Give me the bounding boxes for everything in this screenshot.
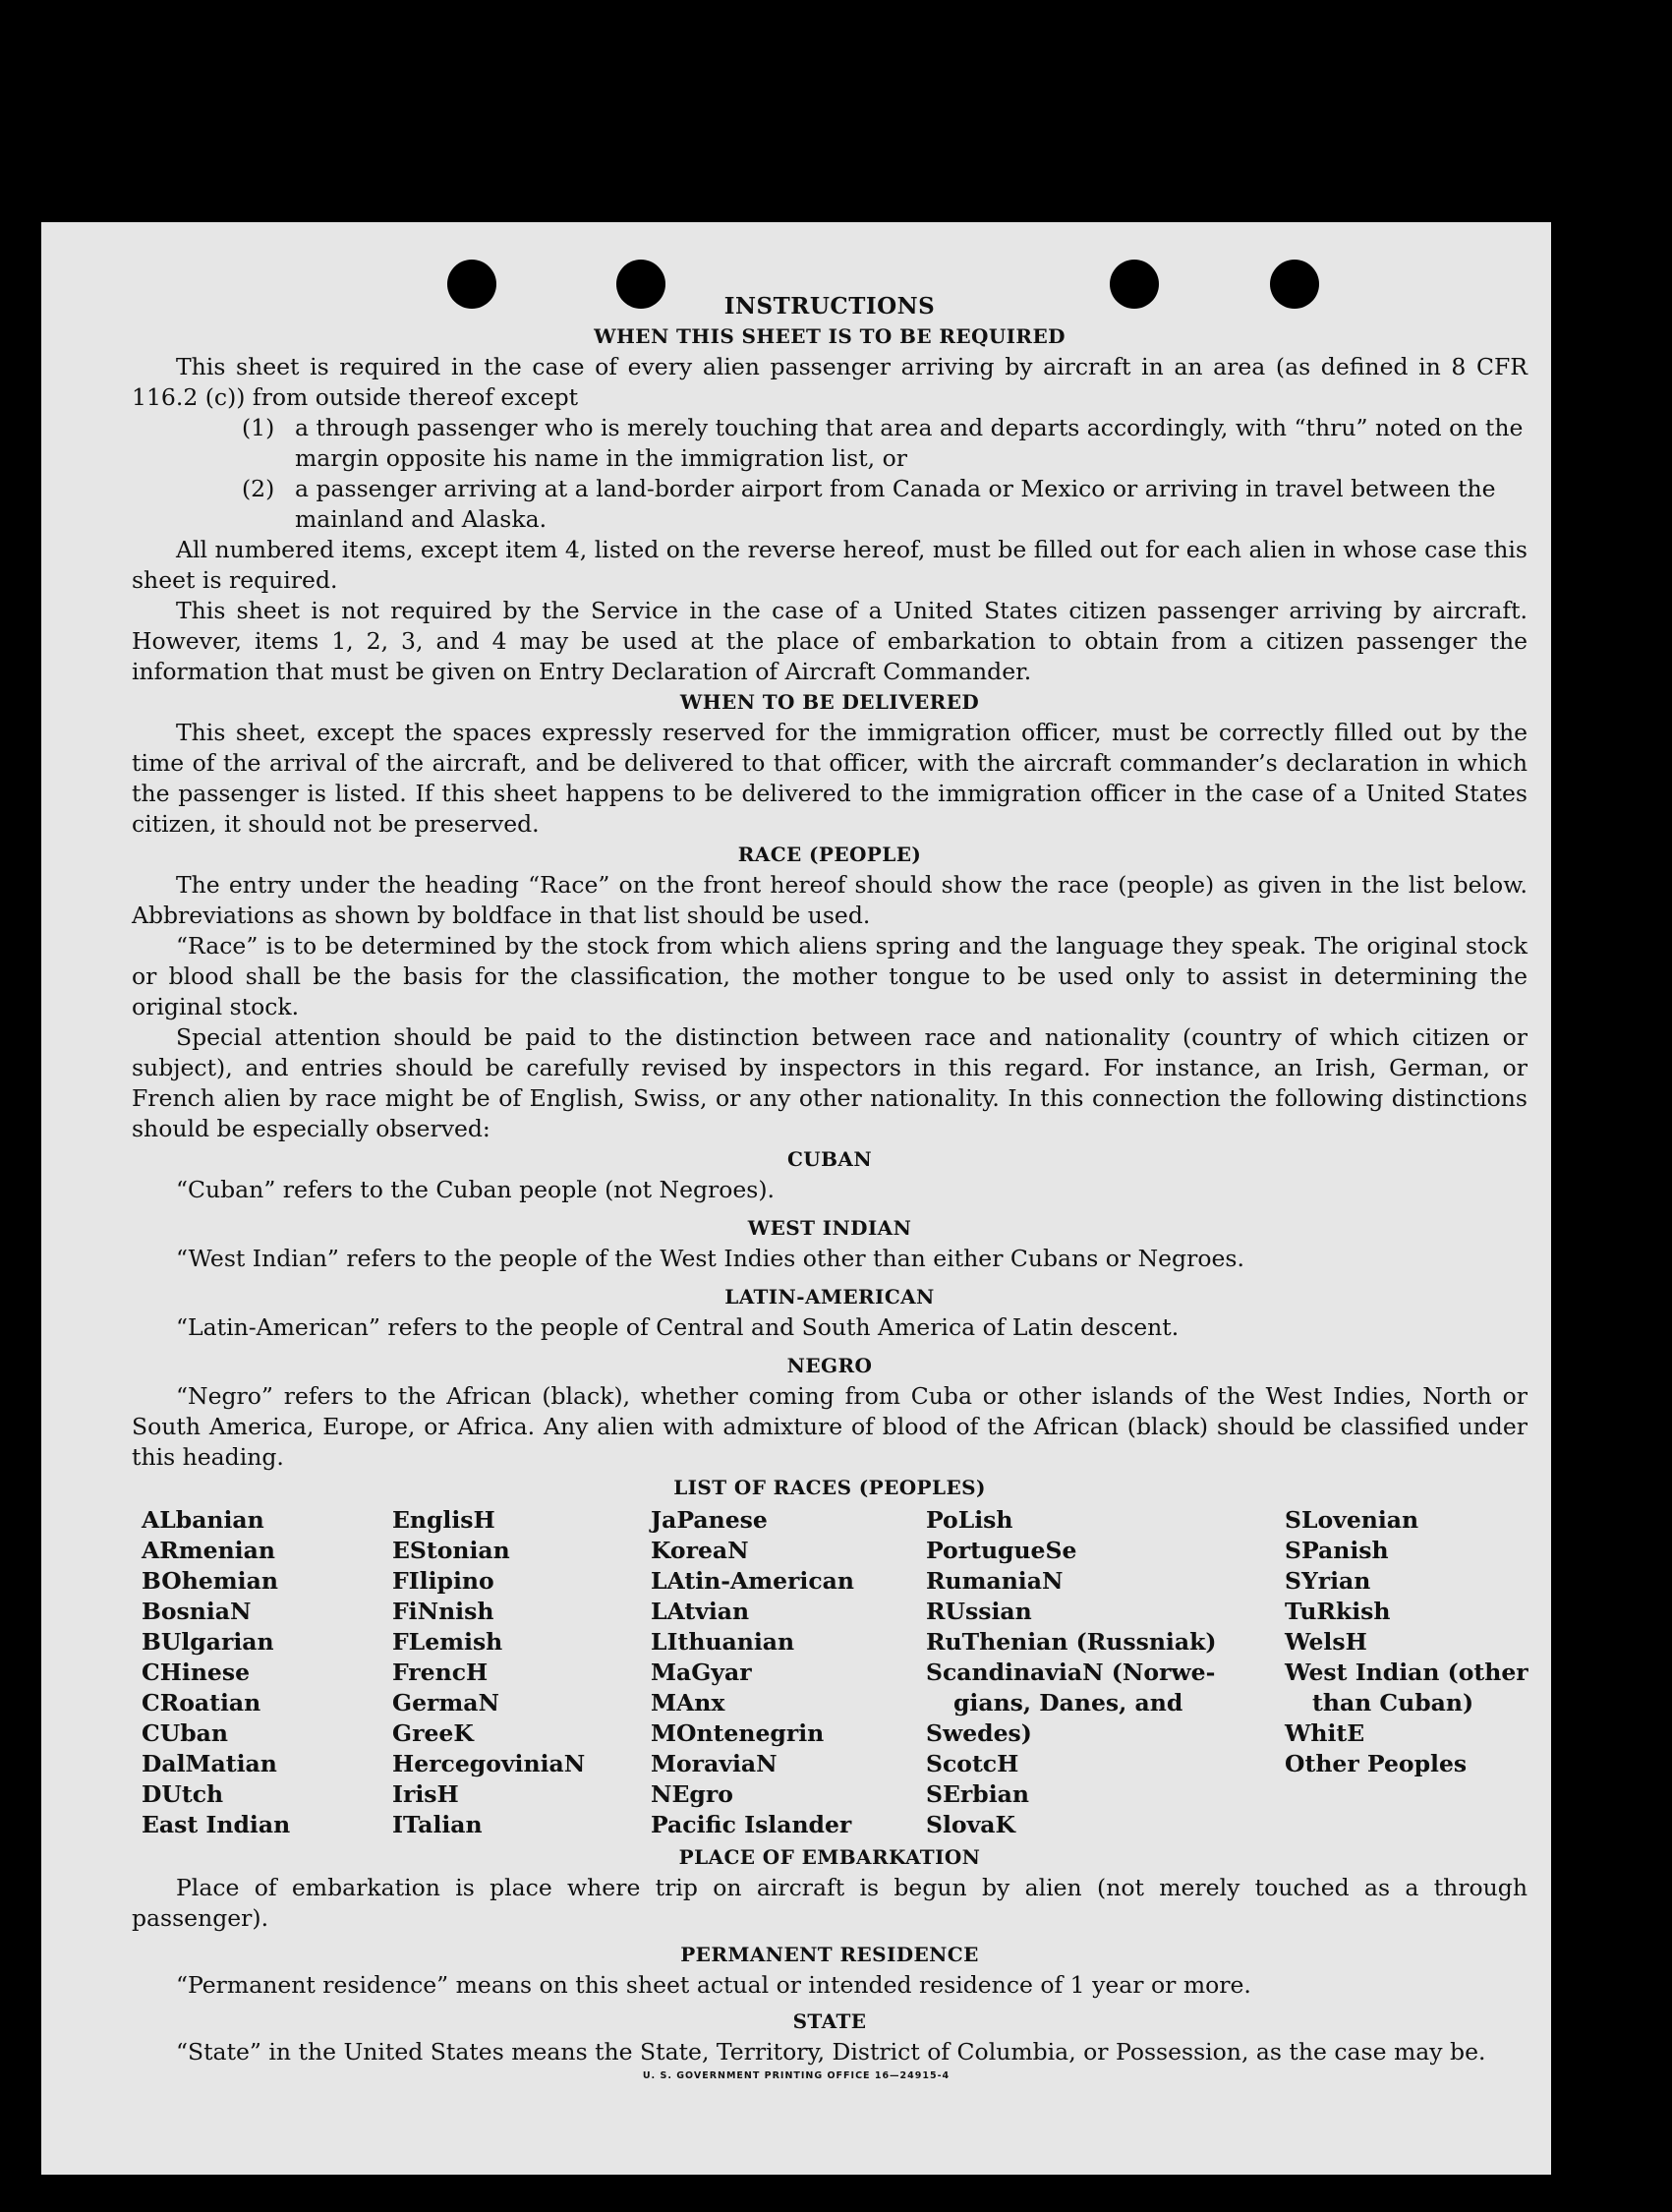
race-entry: CRoatian <box>142 1689 261 1717</box>
paragraph: “Cuban” refers to the Cuban people (not Negroes). <box>176 1176 776 1203</box>
race-entry: SlovaK <box>926 1811 1015 1838</box>
item-number: (2) <box>242 475 275 502</box>
race-column <box>142 1505 392 1840</box>
section-heading: STATE <box>792 2009 867 2033</box>
race-entry: FLemish <box>392 1628 503 1656</box>
section-heading: LIST OF RACES (PEOPLES) <box>673 1476 986 1499</box>
race-entry: Swedes) <box>926 1719 1032 1747</box>
race-entry: than Cuban) <box>1312 1689 1474 1717</box>
race-entry: IrisH <box>392 1780 459 1808</box>
race-entry: MoraviaN <box>651 1750 778 1777</box>
race-entry: SPanish <box>1285 1537 1389 1564</box>
race-entry: ALbanian <box>142 1506 264 1534</box>
section-heading: WEST INDIAN <box>747 1216 912 1240</box>
printer-imprint: U. S. GOVERNMENT PRINTING OFFICE 16—24915-4 <box>642 2070 951 2081</box>
race-entry: SErbian <box>926 1780 1029 1808</box>
paragraph: “West Indian” refers to the people of the West Indies other than either Cubans or Negroes. <box>176 1245 1244 1272</box>
race-entry: CHinese <box>142 1659 251 1686</box>
race-entry: ITalian <box>392 1811 483 1838</box>
paragraph: This sheet is required in the case of every alien passenger arriving by aircraft in an area (as defined in 8 CFR 116.2 (c)) from outside thereof except <box>132 353 1528 411</box>
section-heading: RACE (PEOPLE) <box>737 843 922 866</box>
race-entry: KoreaN <box>651 1537 749 1564</box>
race-entry: GermaN <box>392 1689 499 1717</box>
paragraph: Place of embarkation is place where trip on aircraft is begun by alien (not merely touched as a through passenger). <box>132 1874 1528 1932</box>
race-entry: EStonian <box>392 1537 510 1564</box>
race-entry: ARmenian <box>142 1537 275 1564</box>
race-entry: FIlipino <box>392 1567 494 1595</box>
race-entry: West Indian (other <box>1285 1659 1528 1686</box>
page-title: INSTRUCTIONS <box>723 293 936 320</box>
paragraph: Special attention should be paid to the distinction between race and nationality (country of which citizen or subject), and entries should be carefully revised by inspectors in this regard. For instance, an Irish, German, or French alien by race might be of English, Swiss, or any other nationality. In this connection the following distinctions should be especially observed: <box>132 1023 1528 1142</box>
race-entry: Pacific Islander <box>651 1811 852 1838</box>
race-entry: PoLish <box>926 1506 1013 1534</box>
race-list <box>142 1505 1528 1840</box>
race-entry: SYrian <box>1285 1567 1371 1595</box>
race-entry: JaPanese <box>651 1506 768 1534</box>
race-entry: Other Peoples <box>1285 1750 1468 1777</box>
paragraph: This sheet is not required by the Service in the case of a United States citizen passenger arriving by aircraft. However, items 1, 2, 3, and 4 may be used at the place of embarkation to obtain from a citizen passenger the information that must be given on Entry Declaration of Aircraft Commander. <box>132 597 1528 685</box>
document-page <box>41 222 1551 2175</box>
race-entry: MAnx <box>651 1689 725 1717</box>
section-heading: NEGRO <box>786 1354 873 1377</box>
item-number: (1) <box>242 414 275 441</box>
race-column <box>651 1505 926 1840</box>
race-entry: EnglisH <box>392 1506 495 1534</box>
race-entry: WhitE <box>1285 1719 1365 1747</box>
race-entry: FiNnish <box>392 1598 494 1625</box>
race-entry: MaGyar <box>651 1659 752 1686</box>
paragraph: “Negro” refers to the African (black), whether coming from Cuba or other islands of the West Indies, North or South America, Europe, or Africa. Any alien with admixture of blood of the African (black) should be classified under this heading. <box>132 1382 1528 1471</box>
race-entry: BOhemian <box>142 1567 278 1595</box>
race-entry: WelsH <box>1285 1628 1367 1656</box>
race-entry: ScandinaviaN (Norwe- <box>926 1659 1216 1686</box>
section-heading: WHEN TO BE DELIVERED <box>679 690 980 714</box>
race-entry: PortugueSe <box>926 1537 1077 1564</box>
race-entry: NEgro <box>651 1780 733 1808</box>
race-entry: GreeK <box>392 1719 474 1747</box>
race-entry: HercegoviniaN <box>392 1750 586 1777</box>
numbered-item <box>242 413 1528 474</box>
race-entry: East Indian <box>142 1811 291 1838</box>
race-entry: CUban <box>142 1719 228 1747</box>
section-heading: CUBAN <box>786 1147 873 1171</box>
paragraph: All numbered items, except item 4, listed on the reverse hereof, must be filled out for each alien in whose case this sheet is required. <box>132 536 1528 594</box>
section-heading: PERMANENT RESIDENCE <box>680 1943 979 1966</box>
race-entry: MOntenegrin <box>651 1719 825 1747</box>
race-column <box>392 1505 651 1840</box>
race-column <box>1285 1505 1540 1840</box>
race-entry: BUlgarian <box>142 1628 274 1656</box>
paragraph: This sheet, except the spaces expressly reserved for the immigration officer, must be correctly filled out by the time of the arrival of the aircraft, and be delivered to that officer, with the aircraft commander’s declaration in which the passenger is listed. If this sheet happens to be delivered to the immigration officer in the case of a United States citizen, it should not be preserved. <box>132 719 1528 838</box>
race-entry: LAtin-American <box>651 1567 854 1595</box>
race-entry: ScotcH <box>926 1750 1019 1777</box>
race-entry: FrencH <box>392 1659 489 1686</box>
paragraph: The entry under the heading “Race” on the front hereof should show the race (people) as given in the list below. Abbreviations as shown by boldface in that list should be used. <box>132 871 1528 929</box>
race-entry: DUtch <box>142 1780 224 1808</box>
race-entry: BosniaN <box>142 1598 252 1625</box>
race-entry: LAtvian <box>651 1598 750 1625</box>
item-text: a through passenger who is merely touching that area and departs accordingly, with “thru” noted on the margin opposite his name in the immigration list, or <box>295 414 1524 472</box>
paragraph: “Race” is to be determined by the stock from which aliens spring and the language they speak. The original stock or blood shall be the basis for the classification, the mother tongue to be used only to assist in determining the original stock. <box>132 932 1528 1020</box>
paragraph: “State” in the United States means the State, Territory, District of Columbia, or Possession, as the case may be. <box>176 2038 1486 2066</box>
paragraph: “Latin-American” refers to the people of Central and South America of Latin descent. <box>176 1313 1180 1341</box>
race-entry: SLovenian <box>1285 1506 1419 1534</box>
race-entry: DalMatian <box>142 1750 277 1777</box>
race-entry: LIthuanian <box>651 1628 795 1656</box>
race-entry: gians, Danes, and <box>953 1689 1183 1717</box>
section-heading: WHEN THIS SHEET IS TO BE REQUIRED <box>594 324 1066 348</box>
paragraph: “Permanent residence” means on this sheet actual or intended residence of 1 year or more. <box>176 1971 1251 1999</box>
numbered-item <box>242 474 1528 535</box>
race-entry: TuRkish <box>1285 1598 1391 1625</box>
race-entry: RumaniaN <box>926 1567 1064 1595</box>
race-entry: RUssian <box>926 1598 1032 1625</box>
section-heading: PLACE OF EMBARKATION <box>678 1845 981 1869</box>
instructions-content <box>132 291 1528 2067</box>
race-column <box>926 1505 1285 1840</box>
race-entry: RuThenian (Russniak) <box>926 1628 1217 1656</box>
section-heading: LATIN-AMERICAN <box>724 1285 935 1309</box>
item-text: a passenger arriving at a land-border airport from Canada or Mexico or arriving in travel between the mainland and Alaska. <box>295 475 1496 533</box>
